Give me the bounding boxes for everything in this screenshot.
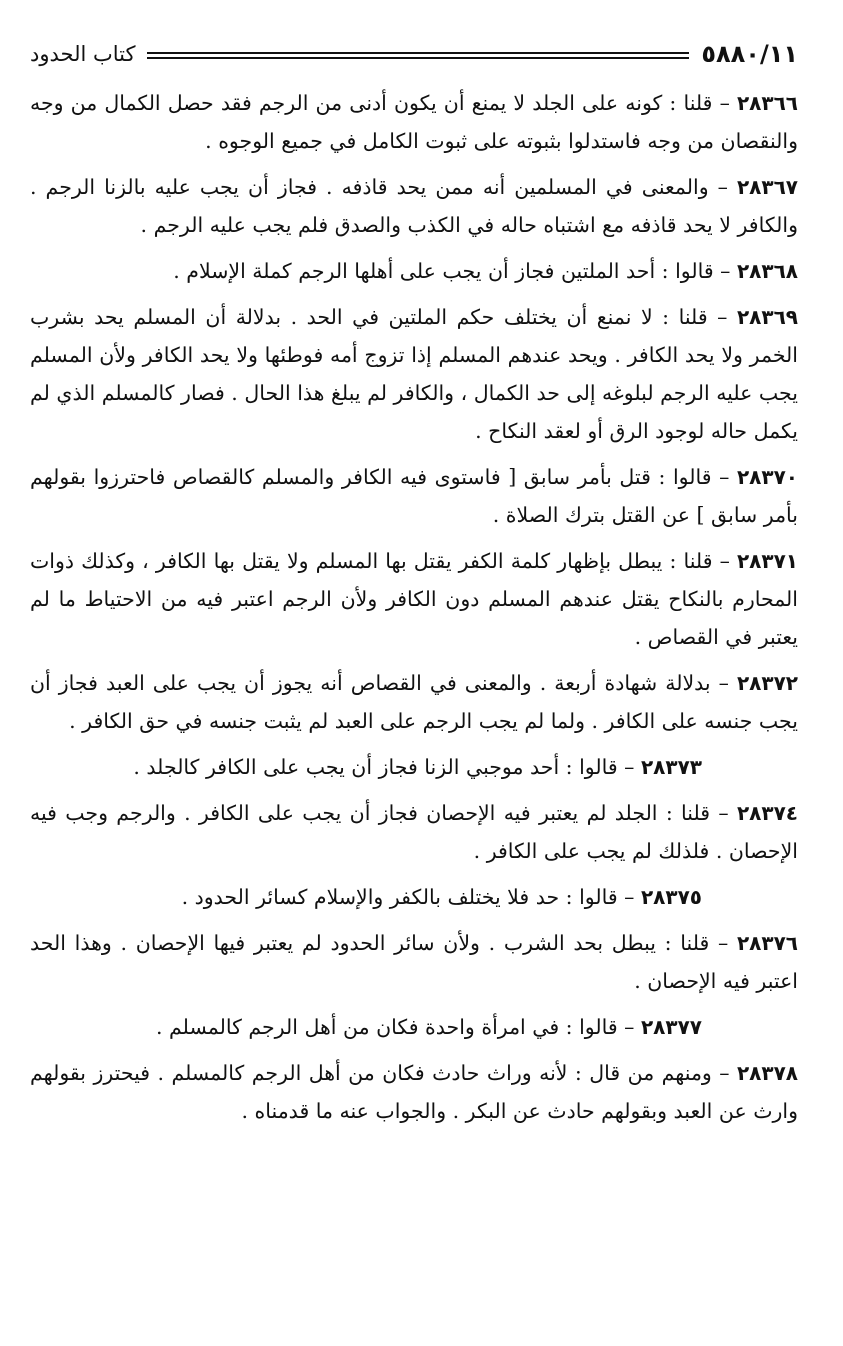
paragraph	[30, 878, 798, 916]
paragraph-text: – بدلالة شهادة أربعة . والمعنى في القصاص أنه يجوز أن يجب على العبد فجاز أن يجب جنسه على الكافر . ولما لم يجب الرجم على العبد لم يثبت جنسه في حق الكافر .	[30, 671, 798, 733]
paragraph	[30, 748, 798, 786]
paragraph	[30, 1054, 798, 1130]
paragraph-text: – قلنا : كونه على الجلد لا يمنع أن يكون أدنى من الرجم فقد حصل الكمال من وجه والنقصان من وجه فاستدلوا بثبوته على ثبوت الكامل في جميع الوجوه .	[30, 91, 798, 153]
paragraph-text: – قالوا : أحد موجبي الزنا فجاز أن يجب على الكافر كالجلد .	[133, 755, 641, 779]
page-number: ٥٨٨٠/١١	[701, 40, 798, 68]
paragraph-number: ٢٨٣٧٨	[736, 1061, 798, 1085]
paragraph-text: – قالوا : قتل بأمر سابق [ فاستوى فيه الكافر والمسلم كالقصاص فاحترزوا بقولهم بأمر سابق ] عن القتل بترك الصلاة .	[30, 465, 798, 527]
paragraph-text: – قالوا : أحد الملتين فجاز أن يجب على أهلها الرجم كملة الإسلام .	[173, 259, 737, 283]
paragraph	[30, 252, 798, 290]
paragraph-text: – والمعنى في المسلمين أنه ممن يحد قاذفه . فجاز أن يجب عليه بالزنا الرجم . والكافر لا يحد قاذفه مع اشتباه حاله في الكذب والصدق فلم يجب عليه الرجم .	[30, 175, 798, 237]
page-body	[30, 84, 798, 1130]
paragraph	[30, 84, 798, 160]
paragraph-number: ٢٨٣٧٠	[736, 465, 798, 489]
paragraph-number: ٢٨٣٦٨	[736, 259, 798, 283]
paragraph-text: – قالوا : في امرأة واحدة فكان من أهل الرجم كالمسلم .	[156, 1015, 641, 1039]
paragraph-number: ٢٨٣٧٤	[736, 801, 798, 825]
paragraph	[30, 458, 798, 534]
paragraph	[30, 924, 798, 1000]
page-header	[30, 30, 798, 78]
paragraph-text: – قلنا : يبطل بحد الشرب . ولأن سائر الحدود لم يعتبر فيها الإحصان . وهذا الحد اعتبر فيه الإحصان .	[30, 931, 798, 993]
paragraph	[30, 664, 798, 740]
paragraph-text: – قلنا : الجلد لم يعتبر فيه الإحصان فجاز أن يجب على الكافر . والرجم وجب فيه الإحصان . فلذلك لم يجب على الكافر .	[30, 801, 798, 863]
paragraph	[30, 168, 798, 244]
document-page	[30, 30, 798, 1320]
paragraph	[30, 542, 798, 656]
paragraph-number: ٢٨٣٧١	[736, 549, 798, 573]
paragraph-text: – قلنا : لا نمنع أن يختلف حكم الملتين في الحد . بدلالة أن المسلم يحد بشرب الخمر ولا يحد الكافر . ويحد عندهم المسلم إذا تزوج أمه فوطئها ولا يحد الكافر ولأن المسلم يجب عليه الرجم لبلوغه إلى حد الكمال ، والكافر لم يبلغ هذا الحال . فصار كالمسلم الذي لم يكمل حاله لوجود الرق أو لعقد النكاح .	[30, 305, 798, 443]
paragraph	[30, 1008, 798, 1046]
paragraph-number: ٢٨٣٧٣	[640, 755, 702, 779]
paragraph-number: ٢٨٣٧٥	[640, 885, 702, 909]
paragraph-text: – قلنا : يبطل بإظهار كلمة الكفر يقتل بها المسلم ولا يقتل بها الكافر ، وكذلك ذوات المحارم بالنكاح يقتل عندهم المسلم دون الكافر ولأن الرجم اعتبر فيه من الاحتياط ما لم يعتبر في القصاص .	[30, 549, 798, 649]
header-rule	[147, 52, 689, 59]
paragraph-number: ٢٨٣٦٦	[736, 91, 798, 115]
paragraph-number: ٢٨٣٧٢	[736, 671, 798, 695]
paragraph-text: – قالوا : حد فلا يختلف بالكفر والإسلام كسائر الحدود .	[181, 885, 641, 909]
paragraph	[30, 298, 798, 450]
paragraph-number: ٢٨٣٦٧	[736, 175, 798, 199]
book-title: كتاب الحدود	[30, 42, 136, 66]
paragraph-text: – ومنهم من قال : لأنه وراث حادث فكان من أهل الرجم كالمسلم . فيحترز بقولهم وارث عن العبد وبقولهم حادث عن البكر . والجواب عنه ما قدمناه .	[30, 1061, 798, 1123]
paragraph	[30, 794, 798, 870]
paragraph-number: ٢٨٣٦٩	[736, 305, 798, 329]
paragraph-number: ٢٨٣٧٧	[640, 1015, 702, 1039]
paragraph-number: ٢٨٣٧٦	[736, 931, 798, 955]
